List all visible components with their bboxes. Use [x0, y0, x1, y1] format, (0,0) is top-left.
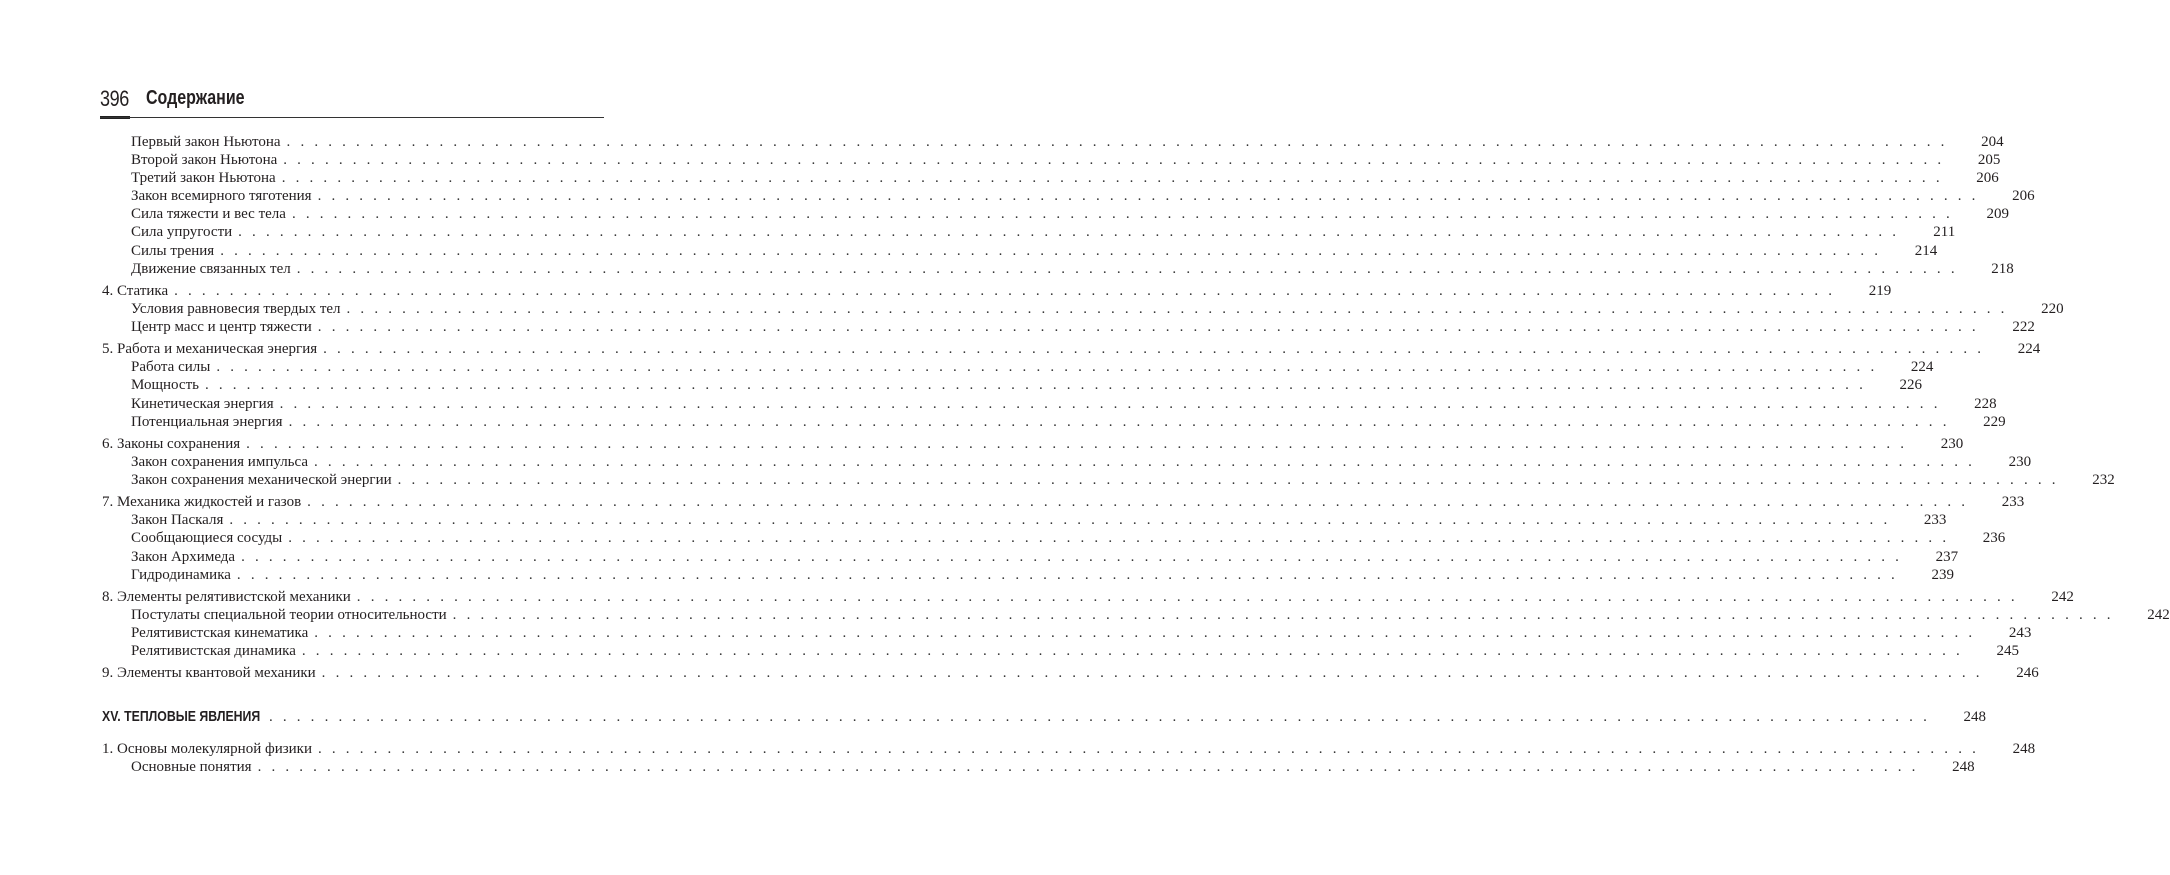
toc-entry-page: 204	[1981, 134, 2004, 150]
toc-entry-page: 214	[1914, 243, 1938, 259]
toc-entry-page: 245	[1996, 643, 2019, 659]
toc-entry-page: 206	[1976, 170, 1999, 186]
dot-leader: . . . . . . . . . . . . . . . . . . . . . . . . . . . . . . . . . . . . . . . . . . . . . . . . . . . . . . . . . . . . . . . . . . . . . . . . . . . . . . . . . . . . . . . . . . . . . . . . . . . . . . . . . . . . . . . . . . . . . . . .	[174, 283, 1836, 299]
toc-entry	[131, 187, 2035, 205]
toc-entry-page: 236	[1982, 530, 2006, 546]
toc-entry	[131, 642, 2019, 660]
toc-entry-page: 219	[1868, 283, 1892, 299]
toc-entry-label: Релятивистская кинематика	[131, 625, 309, 641]
dot-leader: . . . . . . . . . . . . . . . . . . . . . . . . . . . . . . . . . . . . . . . . . . . . . . . . . . . . . . . . . . . . . . . . . . . . . . . . . . . . . . . . . . . . . . . . . . . . . . . . . . . . . . . . . . . . . . . . . . . . . . . .	[283, 152, 1945, 168]
toc-entry	[131, 566, 1954, 584]
toc-entry	[102, 340, 2041, 358]
toc-entry-page: 246	[2016, 665, 2039, 681]
toc-entry	[131, 300, 2064, 318]
toc-entry	[131, 205, 2009, 223]
dot-leader: . . . . . . . . . . . . . . . . . . . . . . . . . . . . . . . . . . . . . . . . . . . . . . . . . . . . . . . . . . . . . . . . . . . . . . . . . . . . . . . . . . . . . . . . . . . . . . . . . . . . . . . . . . . . . . . . . . . . . . . .	[397, 472, 2059, 488]
dot-leader: . . . . . . . . . . . . . . . . . . . . . . . . . . . . . . . . . . . . . . . . . . . . . . . . . . . . . . . . . . . . . . . . . . . . . . . . . . . . . . . . . . . . . . . . . . . . . . . . . . . . . . . . . . . . . . . . . . . . . . . .	[204, 377, 1867, 393]
toc-entry-label: 5. Работа и механическая энергия	[102, 341, 318, 357]
dot-leader: . . . . . . . . . . . . . . . . . . . . . . . . . . . . . . . . . . . . . . . . . . . . . . . . . . . . . . . . . . . . . . . . . . . . . . . . . . . . . . . . . . . . . . . . . . . . . . . . . . . . . . . . . . . . . . . . . . . . . . . .	[286, 134, 1948, 150]
toc-entry	[102, 588, 2074, 606]
dot-leader: . . . . . . . . . . . . . . . . . . . . . . . . . . . . . . . . . . . . . . . . . . . . . . . . . . . . . . . . . . . . . . . . . . . . . . . . . . . . . . . . . . . . . . . . . . . . . . . . . . . . . . . . . . . . . . . . . . . . . . . .	[291, 206, 1953, 222]
toc-entry-label: Работа силы	[131, 359, 211, 375]
toc-entry	[131, 318, 2035, 336]
toc-entry-page: 232	[2092, 472, 2115, 488]
toc-entry-label: Основные понятия	[131, 759, 252, 775]
dot-leader: . . . . . . . . . . . . . . . . . . . . . . . . . . . . . . . . . . . . . . . . . . . . . . . . . . . . . . . . . . . . . . . . . . . . . . . . . . . . . . . . . . . . . . . . . . . . . . . . . . . . . . . . . . . . . . . . . . . . . . . .	[314, 454, 1976, 470]
toc-entry-label: Мощность	[131, 377, 199, 393]
toc-entry-label: Условия равновесия твердых тел	[131, 301, 341, 317]
dot-leader: . . . . . . . . . . . . . . . . . . . . . . . . . . . . . . . . . . . . . . . . . . . . . . . . . . . . . . . . . . . . . . . . . . . . . . . . . . . . . . . . . . . . . . . . . . . . . . . . . . . . . . . . . . . . . . . . . . . . . . . .	[314, 625, 1976, 641]
toc-entry-page: 206	[2012, 188, 2035, 204]
toc-entry-page: 211	[1933, 224, 1956, 240]
dot-leader: . . . . . . . . . . . . . . . . . . . . . . . . . . . . . . . . . . . . . . . . . . . . . . . . . . . . . . . . . . . . . . . . . . . . . . . . . . . . . . . . . . . . . . . . . . . . . . . . . . . . . . . . . . . . . . . . . . . . . . . .	[307, 494, 1969, 510]
toc-entry-label: Закон Паскаля	[131, 512, 224, 528]
toc-entry-label: Постулаты специальной теории относительности	[131, 607, 447, 623]
toc-entry-page: 218	[1991, 261, 2014, 277]
toc-entry	[131, 471, 2115, 489]
dot-leader: . . . . . . . . . . . . . . . . . . . . . . . . . . . . . . . . . . . . . . . . . . . . . . . . . . . . . . . . . . . . . . . . . . . . . . . . . . . . . . . . . . . . . . . . . . . . . . . . . . . . . . . . . . . . . . . . . . . . . . . .	[288, 414, 1950, 430]
toc-entry-page: 224	[2017, 341, 2041, 357]
toc-entry-page: 239	[1931, 567, 1954, 583]
toc-entry	[102, 435, 1964, 453]
dot-leader: . . . . . . . . . . . . . . . . . . . . . . . . . . . . . . . . . . . . . . . . . . . . . . . . . . . . . . . . . . . . . . . . . . . . . . . . . . . . . . . . . . . . . . . . . . . . . . . . . . . . . . . . . . . . . . . . . . . . . . . .	[296, 261, 1958, 277]
toc-entry	[131, 395, 1997, 413]
toc-entry-label: Закон всемирного тяготения	[131, 188, 312, 204]
toc-entry-label: 7. Механика жидкостей и газов	[102, 494, 302, 510]
toc-entry-label: Релятивистская динамика	[131, 643, 296, 659]
dot-leader: . . . . . . . . . . . . . . . . . . . . . . . . . . . . . . . . . . . . . . . . . . . . . . . . . . . . . . . . . . . . . . . . . . . . . . . . . . . . . . . . . . . . . . . . . . . . . . . . . . . . . . . . . . . . . . . . . . . . . . . .	[220, 243, 1882, 259]
toc-entry	[102, 282, 1892, 300]
toc-entry-page: 233	[1923, 512, 1947, 528]
toc-entry	[131, 260, 2014, 278]
toc-entry-label: Кинетическая энергия	[131, 396, 274, 412]
toc-entry-label: Первый закон Ньютона	[131, 134, 281, 150]
toc-entry-label: Третий закон Ньютона	[131, 170, 276, 186]
dot-leader: . . . . . . . . . . . . . . . . . . . . . . . . . . . . . . . . . . . . . . . . . . . . . . . . . . . . . . . . . . . . . . . . . . . . . . . . . . . . . . . . . . . . . . . . . . . . . . . . . . . . . . . . . . . . . . . . . . . . . . . .	[288, 530, 1950, 546]
toc-entry-page: 209	[1986, 206, 2009, 222]
toc-entry	[131, 758, 1975, 776]
toc-entry	[131, 376, 1923, 394]
dot-leader: . . . . . . . . . . . . . . . . . . . . . . . . . . . . . . . . . . . . . . . . . . . . . . . . . . . . . . . . . . . . . . . . . . . . . . . . . . . . . . . . . . . . . . . . . . . . . . . . . . . . . . . . . . . . . . . . . . . . . . . .	[321, 665, 1983, 681]
toc-entry	[131, 606, 2170, 624]
dot-leader: . . . . . . . . . . . . . . . . . . . . . . . . . . . . . . . . . . . . . . . . . . . . . . . . . . . . . . . . . . . . . . . . . . . . . . . . . . . . . . . . . . . . . . . . . . . . . . . . . . . . . . . . . . . . . . . . . . . . . . . .	[281, 170, 1943, 186]
toc-entry-label: Сила упругости	[131, 224, 233, 240]
toc-entry-page: 224	[1910, 359, 1934, 375]
dot-leader: . . . . . . . . . . . . . . . . . . . . . . . . . . . . . . . . . . . . . . . . . . . . . . . . . . . . . . . . . . . . . . . . . . . . . . . . . . . . . . . . . . . . . . . . . . . . . . . . . . . . . . . . . . . . . . . . . . . . . . . .	[229, 512, 1891, 528]
toc-entry	[131, 548, 1959, 566]
toc-entry-page: 226	[1899, 377, 1923, 393]
toc-entry-label: XV. ТЕПЛОВЫЕ ЯВЛЕНИЯ	[102, 708, 261, 725]
toc-entry-label: 9. Элементы квантовой механики	[102, 665, 316, 681]
dot-leader: . . . . . . . . . . . . . . . . . . . . . . . . . . . . . . . . . . . . . . . . . . . . . . . . . . . . . . . . . . . . . . . . . . . . . . . . . . . . . . . . . . . . . . . . . . . . . . . . . . . . . . . . . . . . . . . . . . . . . . . .	[238, 224, 1900, 240]
page-title: Содержание	[146, 87, 245, 109]
dot-leader: . . . . . . . . . . . . . . . . . . . . . . . . . . . . . . . . . . . . . . . . . . . . . . . . . . . . . . . . . . . . . . . . . . . . . . . . . . . . . . . . . . . . . . . . . . . . . . . . . . . . . . . . . . . . . . . . . . . . . . . .	[216, 359, 1878, 375]
toc-entry-label: Закон Архимеда	[131, 549, 236, 565]
toc-entry	[102, 740, 2036, 758]
dot-leader: . . . . . . . . . . . . . . . . . . . . . . . . . . . . . . . . . . . . . . . . . . . . . . . . . . . . . . . . . . . . . . . . . . . . . . . . . . . . . . . . . . . . . . . . . . . . . . . . . . . . . . . . . . . . . . . . . . . . . . . .	[279, 396, 1941, 412]
toc-entry-page: 237	[1935, 549, 1959, 565]
dot-leader: . . . . . . . . . . . . . . . . . . . . . . . . . . . . . . . . . . . . . . . . . . . . . . . . . . . . . . . . . . . . . . . . . . . . . . . . . . . . . . . . . . . . . . . . . . . . . . . . . . . . . . . . . . . . . . . . . . . . . . . .	[268, 709, 1931, 725]
toc-entry	[102, 493, 2025, 511]
toc-entry	[131, 169, 1999, 187]
toc-entry-page: 248	[1952, 759, 1975, 775]
dot-leader: . . . . . . . . . . . . . . . . . . . . . . . . . . . . . . . . . . . . . . . . . . . . . . . . . . . . . . . . . . . . . . . . . . . . . . . . . . . . . . . . . . . . . . . . . . . . . . . . . . . . . . . . . . . . . . . . . . . . . . . .	[301, 643, 1963, 659]
toc-entry-label: 6. Законы сохранения	[102, 436, 241, 452]
toc-entry-page: 205	[1977, 152, 2001, 168]
toc-entry	[131, 453, 2032, 471]
dot-leader: . . . . . . . . . . . . . . . . . . . . . . . . . . . . . . . . . . . . . . . . . . . . . . . . . . . . . . . . . . . . . . . . . . . . . . . . . . . . . . . . . . . . . . . . . . . . . . . . . . . . . . . . . . . . . . . . . . . . . . . .	[317, 319, 1979, 335]
toc-entry-page: 243	[2008, 625, 2032, 641]
toc-entry-label: 1. Основы молекулярной физики	[102, 741, 312, 757]
toc-entry-label: Сила тяжести и вес тела	[131, 206, 286, 222]
toc-entry	[131, 413, 2006, 431]
toc-entry	[131, 223, 1956, 241]
toc-entry-label: Центр масс и центр тяжести	[131, 319, 312, 335]
header-rule	[100, 117, 604, 118]
toc-entry-label: Силы трения	[131, 243, 215, 259]
dot-leader: . . . . . . . . . . . . . . . . . . . . . . . . . . . . . . . . . . . . . . . . . . . . . . . . . . . . . . . . . . . . . . . . . . . . . . . . . . . . . . . . . . . . . . . . . . . . . . . . . . . . . . . . . . . . . . . . . . . . . . . .	[257, 759, 1919, 775]
toc-entry-page: 233	[2001, 494, 2025, 510]
dot-leader: . . . . . . . . . . . . . . . . . . . . . . . . . . . . . . . . . . . . . . . . . . . . . . . . . . . . . . . . . . . . . . . . . . . . . . . . . . . . . . . . . . . . . . . . . . . . . . . . . . . . . . . . . . . . . . . . . . . . . . . .	[317, 188, 1979, 204]
toc-entry-page: 242	[2147, 607, 2170, 623]
page-number: 396	[100, 86, 129, 111]
toc-entry-label: Движение связанных тел	[131, 261, 291, 277]
dot-leader: . . . . . . . . . . . . . . . . . . . . . . . . . . . . . . . . . . . . . . . . . . . . . . . . . . . . . . . . . . . . . . . . . . . . . . . . . . . . . . . . . . . . . . . . . . . . . . . . . . . . . . . . . . . . . . . . . . . . . . . .	[452, 607, 2114, 623]
toc-entry-label: Закон сохранения механической энергии	[131, 472, 392, 488]
toc-entry	[102, 708, 1987, 726]
toc-entry	[131, 242, 1938, 260]
toc-entry	[131, 529, 2006, 547]
toc-entry	[102, 664, 2039, 682]
toc-entry-label: 4. Статика	[102, 283, 169, 299]
dot-leader: . . . . . . . . . . . . . . . . . . . . . . . . . . . . . . . . . . . . . . . . . . . . . . . . . . . . . . . . . . . . . . . . . . . . . . . . . . . . . . . . . . . . . . . . . . . . . . . . . . . . . . . . . . . . . . . . . . . . . . . .	[246, 436, 1908, 452]
toc-entry-page: 242	[2051, 589, 2074, 605]
dot-leader: . . . . . . . . . . . . . . . . . . . . . . . . . . . . . . . . . . . . . . . . . . . . . . . . . . . . . . . . . . . . . . . . . . . . . . . . . . . . . . . . . . . . . . . . . . . . . . . . . . . . . . . . . . . . . . . . . . . . . . . .	[356, 589, 2018, 605]
toc-entry	[131, 133, 2004, 151]
toc-entry-label: Закон сохранения импульса	[131, 454, 309, 470]
toc-entry	[131, 151, 2001, 169]
toc-entry-page: 220	[2041, 301, 2064, 317]
toc-entry-label: Сообщающиеся сосуды	[131, 530, 283, 546]
dot-leader: . . . . . . . . . . . . . . . . . . . . . . . . . . . . . . . . . . . . . . . . . . . . . . . . . . . . . . . . . . . . . . . . . . . . . . . . . . . . . . . . . . . . . . . . . . . . . . . . . . . . . . . . . . . . . . . . . . . . . . . .	[236, 567, 1898, 583]
toc-entry-page: 230	[1940, 436, 1964, 452]
toc-entry	[131, 511, 1947, 529]
toc-entry-label: 8. Элементы релятивистской механики	[102, 589, 351, 605]
toc-entry	[131, 358, 1934, 376]
toc-entry	[131, 624, 2032, 642]
toc-entry-label: Гидродинамика	[131, 567, 231, 583]
toc-entry-page: 222	[2012, 319, 2035, 335]
dot-leader: . . . . . . . . . . . . . . . . . . . . . . . . . . . . . . . . . . . . . . . . . . . . . . . . . . . . . . . . . . . . . . . . . . . . . . . . . . . . . . . . . . . . . . . . . . . . . . . . . . . . . . . . . . . . . . . . . . . . . . . .	[318, 741, 1980, 757]
dot-leader: . . . . . . . . . . . . . . . . . . . . . . . . . . . . . . . . . . . . . . . . . . . . . . . . . . . . . . . . . . . . . . . . . . . . . . . . . . . . . . . . . . . . . . . . . . . . . . . . . . . . . . . . . . . . . . . . . . . . . . . .	[323, 341, 1985, 357]
toc-entry-label: Потенциальная энергия	[131, 414, 283, 430]
toc-entry-page: 248	[1963, 709, 1987, 725]
toc-entry-page: 248	[2012, 741, 2036, 757]
toc-entry-page: 230	[2008, 454, 2032, 470]
toc-entry-page: 228	[1974, 396, 1997, 412]
toc-entry-label: Второй закон Ньютона	[131, 152, 278, 168]
dot-leader: . . . . . . . . . . . . . . . . . . . . . . . . . . . . . . . . . . . . . . . . . . . . . . . . . . . . . . . . . . . . . . . . . . . . . . . . . . . . . . . . . . . . . . . . . . . . . . . . . . . . . . . . . . . . . . . . . . . . . . . .	[346, 301, 2008, 317]
toc-entry-page: 229	[1983, 414, 2006, 430]
dot-leader: . . . . . . . . . . . . . . . . . . . . . . . . . . . . . . . . . . . . . . . . . . . . . . . . . . . . . . . . . . . . . . . . . . . . . . . . . . . . . . . . . . . . . . . . . . . . . . . . . . . . . . . . . . . . . . . . . . . . . . . .	[241, 549, 1903, 565]
